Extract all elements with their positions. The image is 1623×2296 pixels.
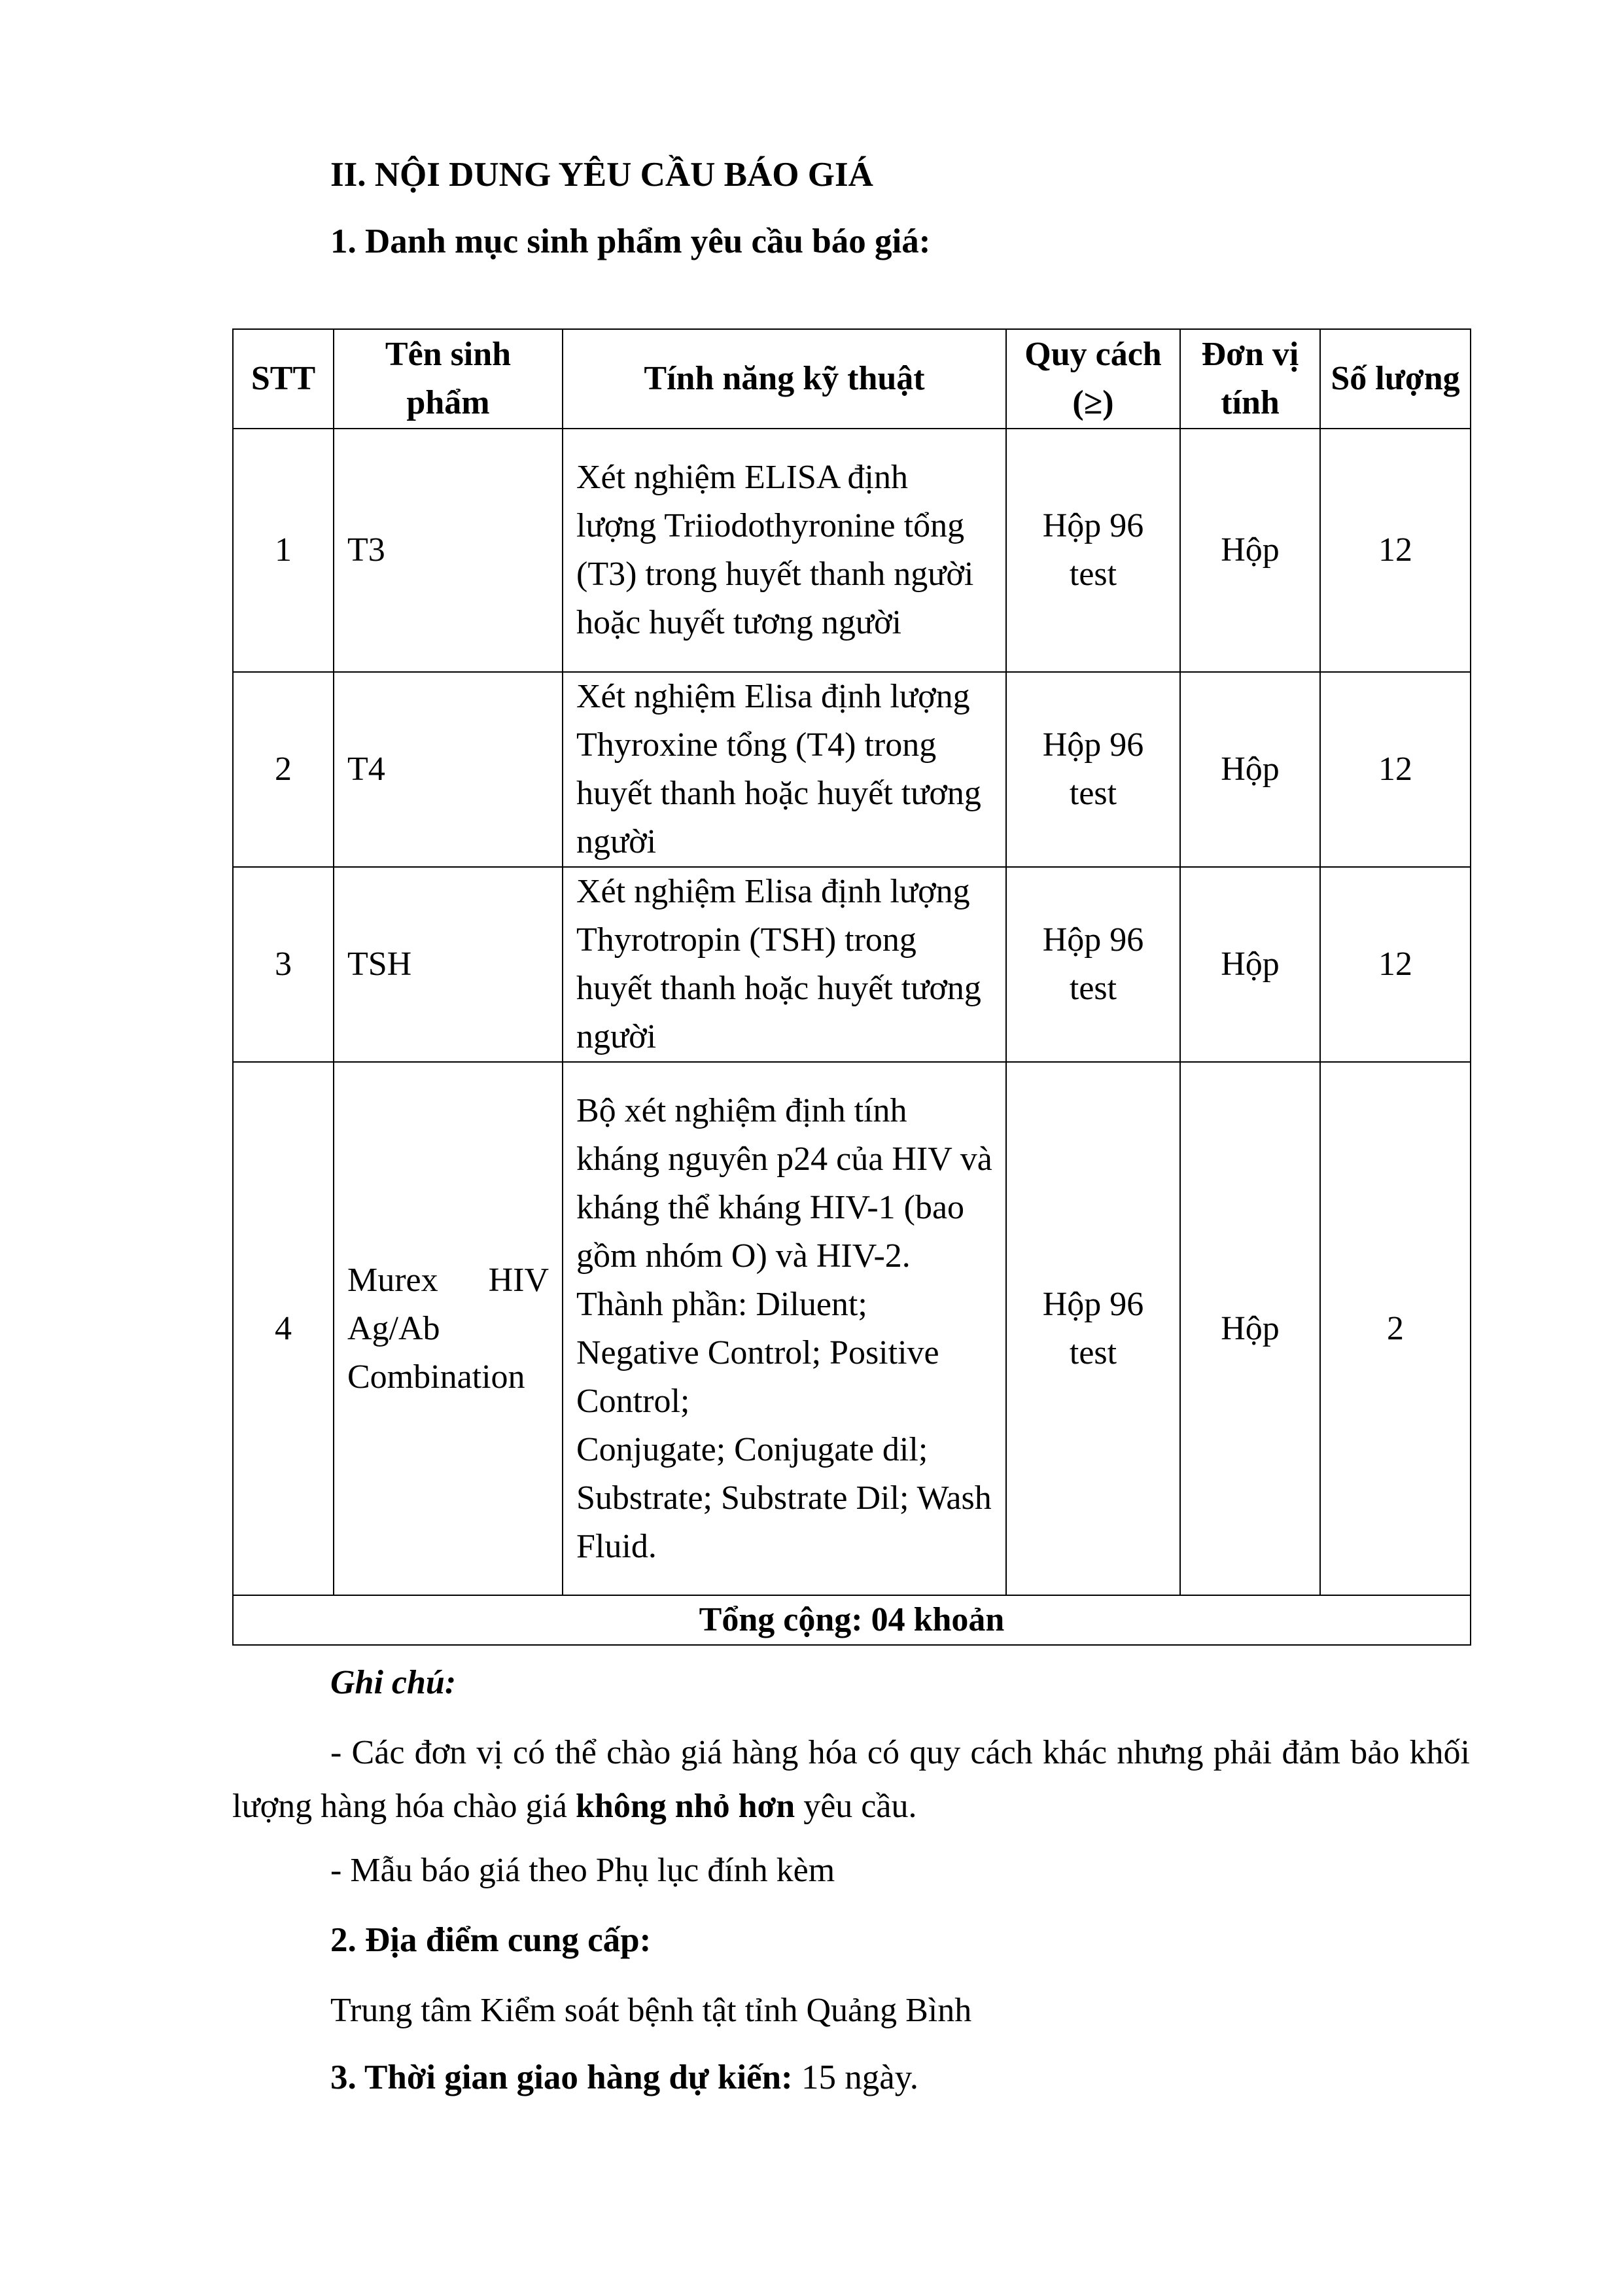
delivery-time: 15 ngày.	[792, 2058, 919, 2096]
cell-spec: Hộp 96 test	[1006, 867, 1180, 1062]
header-spec: Quy cách (≥)	[1006, 329, 1180, 429]
cell-name: Murex HIV Ag/Ab Combination	[334, 1062, 563, 1595]
subsection-title-1: 1. Danh mục sinh phẩm yêu cầu báo giá:	[330, 222, 931, 260]
section-3-title: 3. Thời gian giao hàng dự kiến:	[330, 2058, 793, 2096]
section-3	[330, 2053, 918, 2102]
table-row	[233, 672, 1471, 867]
cell-stt: 3	[233, 867, 334, 1062]
cell-tech: Xét nghiệm Elisa định lượng Thyrotropin (TSH) trong huyết thanh hoặc huyết tương người	[563, 867, 1006, 1062]
table-row	[233, 429, 1471, 672]
delivery-location: Trung tâm Kiểm soát bệnh tật tỉnh Quảng Bình	[330, 1992, 972, 2029]
note-line-1-emphasis: không nhỏ hơn	[575, 1788, 795, 1825]
cell-spec: Hộp 96 test	[1006, 672, 1180, 867]
cell-tech: Xét nghiệm ELISA định lượng Triiodothyronine tổng (T3) trong huyết thanh người hoặc huyết tương người	[563, 429, 1006, 672]
cell-unit: Hộp	[1180, 1062, 1320, 1595]
table-total: Tổng cộng: 04 khoản	[233, 1595, 1471, 1645]
cell-tech: Xét nghiệm Elisa định lượng Thyroxine tổng (T4) trong huyết thanh hoặc huyết tương người	[563, 672, 1006, 867]
table-row	[233, 1062, 1471, 1595]
table-total-row	[233, 1595, 1471, 1645]
note-line-1-text: - Các đơn vị có thể chào giá hàng hóa có quy cách khác nhưng phải đảm bảo khối lượng hàng hóa chào giá	[232, 1734, 1470, 1825]
cell-stt: 1	[233, 429, 334, 672]
cell-qty: 12	[1320, 429, 1471, 672]
cell-name: TSH	[334, 867, 563, 1062]
cell-unit: Hộp	[1180, 429, 1320, 672]
table-row	[233, 867, 1471, 1062]
header-unit: Đơn vị tính	[1180, 329, 1320, 429]
cell-stt: 2	[233, 672, 334, 867]
cell-name: T4	[334, 672, 563, 867]
cell-qty: 12	[1320, 867, 1471, 1062]
cell-stt: 4	[233, 1062, 334, 1595]
note-title: Ghi chú:	[330, 1664, 457, 1701]
cell-qty: 2	[1320, 1062, 1471, 1595]
section-2-title: 2. Địa điểm cung cấp:	[330, 1921, 652, 1959]
note-line-1-tail: yêu cầu.	[795, 1788, 917, 1825]
cell-unit: Hộp	[1180, 672, 1320, 867]
note-line-1	[232, 1726, 1470, 1833]
header-stt: STT	[233, 329, 334, 429]
cell-tech: Bộ xét nghiệm định tính kháng nguyên p24 của HIV và kháng thể kháng HIV-1 (bao gồm nhóm O) và HIV-2. Thành phần: Diluent; Negative Control; Positive Control; Conjugate; Conjugate dil; Substrate; Substrate Dil; Wash Fluid.	[563, 1062, 1006, 1595]
cell-unit: Hộp	[1180, 867, 1320, 1062]
cell-spec: Hộp 96 test	[1006, 1062, 1180, 1595]
cell-qty: 12	[1320, 672, 1471, 867]
cell-spec: Hộp 96 test	[1006, 429, 1180, 672]
header-name: Tên sinh phẩm	[334, 329, 563, 429]
header-tech: Tính năng kỹ thuật	[563, 329, 1006, 429]
header-qty: Số lượng	[1320, 329, 1471, 429]
table-header-row	[233, 329, 1471, 429]
note-line-2: - Mẫu báo giá theo Phụ lục đính kèm	[330, 1852, 835, 1889]
section-title: II. NỘI DUNG YÊU CẦU BÁO GIÁ	[330, 156, 873, 194]
product-table	[232, 328, 1471, 1646]
cell-name: T3	[334, 429, 563, 672]
